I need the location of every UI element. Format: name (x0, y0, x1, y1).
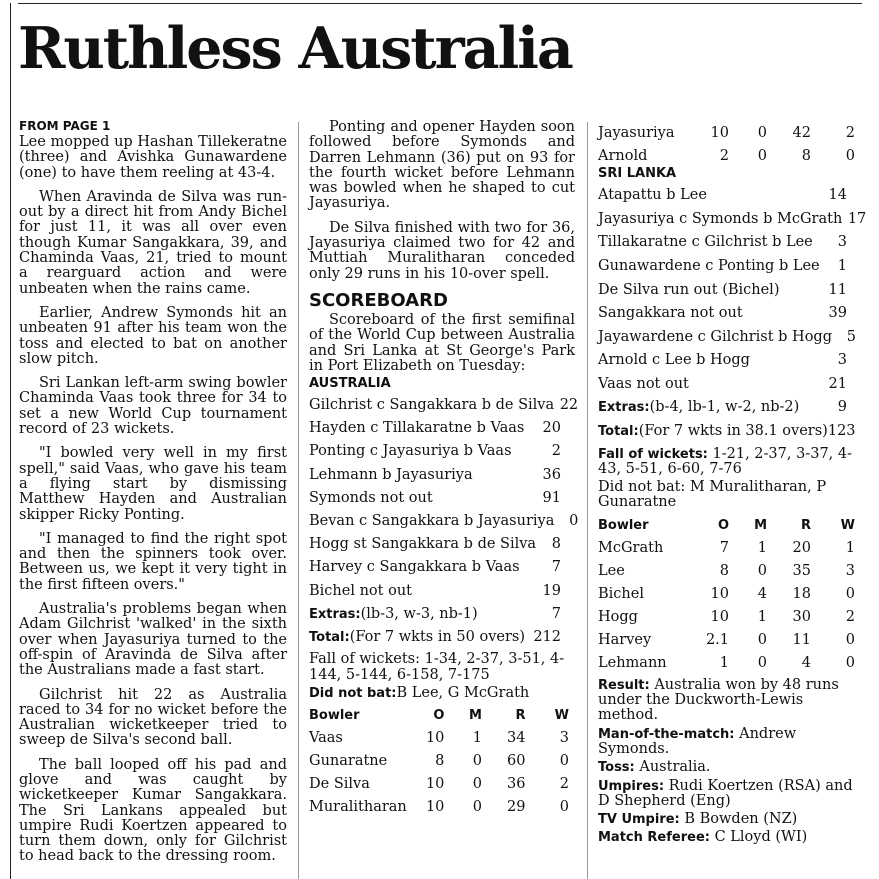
total-row (309, 626, 575, 649)
header-overs: O (717, 517, 729, 533)
batsman: De Silva run out (Bichel) (598, 281, 780, 298)
batsman: Hogg st Sangakkara b de Silva (309, 536, 537, 553)
story-paragraph: Sri Lankan left-arm swing bowler Chaminda Vaas took three for 34 to set a new World Cup tournament record of 23 wickets. (19, 375, 287, 438)
extras-row (598, 396, 861, 420)
team-name-australia: AUSTRALIA (309, 376, 391, 392)
batsman: Harvey c Sangakkara b Vaas (309, 559, 520, 576)
bowler: Vaas (309, 729, 343, 746)
extras-detail: (b-4, lb-1, w-2, nb-2) (649, 399, 800, 416)
fow-value: 1-21, 2-37, 3-37, 4-43, 5-51, 6-60, 7-76 (598, 445, 853, 477)
wickets: 2 (559, 775, 569, 792)
extras-detail: (lb-3, w-3, nb-1) (360, 605, 478, 622)
tv-umpire-label: TV Umpire: (598, 812, 680, 828)
batting-row (598, 255, 861, 279)
wickets: 0 (559, 798, 569, 815)
runs: 39 (828, 305, 847, 322)
bowler: Hogg (598, 608, 638, 625)
story-paragraph: Ponting and opener Hayden soon followed before Symonds and Darren Lehmann (36) put on 93 for the fourth wicket before Lehmann was bowled when he shaped to cut Jayasuriya. (309, 119, 575, 212)
extras-runs: 7 (551, 605, 561, 622)
total-row (598, 420, 861, 444)
runs: 91 (542, 489, 561, 506)
did-not-bat (309, 686, 575, 701)
batsman: Jayasuriya c Symonds b McGrath (598, 210, 843, 227)
umpires-label: Umpires: (598, 778, 665, 794)
overs: 2.1 (705, 631, 729, 648)
bowling-row (598, 629, 861, 652)
bowler: Lehmann (598, 654, 667, 671)
result-label: Result: (598, 677, 650, 693)
maidens: 0 (472, 798, 482, 815)
runs: 36 (507, 775, 526, 792)
left-border (10, 3, 11, 879)
overs: 8 (435, 752, 445, 769)
runs: 8 (551, 536, 561, 553)
header-runs: R (800, 517, 811, 533)
australia-batting (309, 394, 579, 649)
header-bowler: Bowler (598, 517, 649, 533)
bowler: Harvey (598, 631, 652, 648)
bowling-row (598, 606, 861, 629)
batting-row (598, 278, 861, 302)
result-value: Australia won by 48 runs under the Duckworth-Lewis method. (598, 676, 839, 724)
overs: 10 (425, 775, 445, 792)
sri-lanka-bowling-table (309, 704, 575, 819)
total-runs: 123 (827, 423, 856, 440)
bowling-row (309, 727, 575, 750)
runs: 14 (828, 187, 847, 204)
batting-row (598, 302, 861, 326)
runs: 0 (569, 513, 579, 530)
story-column-1 (19, 120, 287, 874)
batsman: Gunawardene c Ponting b Lee (598, 257, 820, 274)
bowling-row (598, 560, 861, 583)
sri-lanka-bowling-table-continued (598, 122, 861, 168)
extras-label: Extras: (598, 400, 650, 416)
header-maidens: M (754, 517, 767, 533)
tv-umpire-value: B Bowden (NZ) (684, 811, 798, 828)
runs: 7 (551, 559, 561, 576)
scoreboard-intro: Scoreboard of the first semifinal of the World Cup between Australia and Sri Lanka at St George's Park in Port Elizabeth on Tuesday: (309, 311, 575, 374)
bowling-row (598, 652, 861, 675)
toss (598, 760, 861, 775)
maidens: 4 (757, 585, 767, 602)
batsman: Tillakaratne c Gilchrist b Lee (598, 234, 813, 251)
story-paragraph: De Silva finished with two for 36, Jayasuriya claimed two for 42 and Muttiah Muralitharan conceded only 29 runs in his 10-over spell. (309, 219, 575, 282)
runs: 8 (801, 147, 811, 164)
wickets: 2 (845, 124, 855, 141)
runs: 20 (792, 539, 811, 556)
runs: 20 (542, 420, 561, 437)
referee-value: C Lloyd (WI) (714, 829, 808, 846)
did-not-bat: Did not bat: M Muralitharan, P Gunaratne (598, 479, 827, 511)
match-referee (598, 830, 861, 845)
story-paragraph: Lee mopped up Hashan Tillekeratne (three) and Avishka Gunawardene (one) to have them reeling at 43-4. (19, 134, 287, 181)
extras-runs: 9 (837, 399, 847, 416)
top-rule (18, 3, 862, 4)
maidens: 0 (757, 631, 767, 648)
sri-lanka-batting (598, 184, 867, 444)
extras-label: Extras: (309, 606, 361, 622)
wickets: 0 (845, 631, 855, 648)
batsman: Gilchrist c Sangakkara b de Silva (309, 397, 555, 414)
header-overs: O (433, 707, 445, 723)
headline: Ruthless Australia (18, 15, 572, 82)
tv-umpire (598, 812, 861, 827)
runs: 1 (837, 257, 847, 274)
runs: 19 (542, 582, 561, 599)
overs: 10 (710, 608, 729, 625)
batsman: Atapattu b Lee (598, 187, 707, 204)
overs: 1 (719, 654, 729, 671)
runs: 4 (801, 654, 811, 671)
motm-label: Man-of-the-match: (598, 726, 735, 742)
bowling-row (309, 796, 575, 819)
bowling-row (598, 145, 861, 168)
batsman: Sangakkara not out (598, 305, 743, 322)
batting-row (309, 487, 575, 510)
maidens: 0 (757, 147, 767, 164)
motm-value: Andrew Symonds. (598, 725, 797, 757)
overs: 10 (425, 729, 445, 746)
bowling-header-row (309, 704, 575, 727)
runs: 3 (837, 234, 847, 251)
wickets: 0 (845, 585, 855, 602)
runs: 34 (507, 729, 526, 746)
referee-label: Match Referee: (598, 830, 710, 846)
batsman: Hayden c Tillakaratne b Vaas (309, 420, 525, 437)
fall-of-wickets (598, 447, 861, 478)
batting-row (309, 580, 575, 603)
runs: 11 (828, 281, 847, 298)
total-label: Total: (598, 424, 639, 440)
batting-row (598, 208, 867, 232)
batsman: Lehmann b Jayasuriya (309, 466, 473, 483)
fow-label: Fall of wickets: (309, 651, 421, 668)
batsman: Symonds not out (309, 489, 433, 506)
overs: 10 (425, 798, 445, 815)
scoreboard-column-3 (598, 122, 867, 849)
runs: 22 (559, 397, 579, 414)
runs: 2 (551, 443, 561, 460)
runs: 3 (837, 352, 847, 369)
runs: 42 (792, 124, 811, 141)
maidens: 1 (757, 539, 767, 556)
story-paragraph: Earlier, Andrew Symonds hit an unbeaten 91 after his team won the toss and elected to bat on another slow pitch. (19, 304, 287, 367)
dnb-label: Did not bat: (309, 685, 397, 701)
total-detail: (For 7 wkts in 50 overs) (349, 628, 526, 645)
bowling-row (598, 537, 861, 560)
bowler: De Silva (309, 775, 370, 792)
header-wickets: W (840, 517, 855, 533)
bowler: McGrath (598, 539, 664, 556)
story-paragraph: "I bowled very well in my first spell," said Vaas, who gave his team a flying start by dismissing Matthew Hayden and Australian skipper Ricky Ponting. (19, 445, 287, 523)
umpires-value: Rudi Koertzen (RSA) and D Shepherd (Eng) (598, 777, 853, 809)
wickets: 3 (845, 562, 855, 579)
maidens: 1 (757, 608, 767, 625)
overs: 7 (719, 539, 729, 556)
scoreboard-heading: SCOREBOARD (309, 289, 448, 311)
maidens: 1 (472, 729, 482, 746)
toss-label: Toss: (598, 760, 635, 776)
bowler: Lee (598, 562, 625, 579)
batsman: Bichel not out (309, 582, 412, 599)
wickets: 3 (559, 729, 569, 746)
column-divider-1 (298, 122, 299, 879)
batsman: Jayawardene c Gilchrist b Hogg (598, 328, 832, 345)
batsman: Arnold c Lee b Hogg (598, 352, 750, 369)
kicker: FROM PAGE 1 (19, 119, 111, 133)
batting-row (309, 464, 575, 487)
bowling-row (309, 773, 575, 796)
fall-of-wickets (309, 652, 575, 683)
story-paragraph: The ball looped off his pad and glove and was caught by wicketkeeper Kumar Sangakkara. The Sri Lankans appealed but umpire Rudi Koertzen appeared to turn them down, only for Gilchrist to head back to the dressing room. (19, 756, 287, 865)
wickets: 2 (845, 608, 855, 625)
batting-row (598, 373, 861, 397)
batting-row (309, 556, 575, 579)
runs: 17 (847, 210, 867, 227)
total-runs: 212 (533, 628, 561, 645)
fow-value: 1-34, 2-37, 3-51, 4-144, 5-144, 6-158, 7-175 (309, 651, 565, 683)
dnb-value: B Lee, G McGrath (396, 684, 530, 701)
header-maidens: M (469, 707, 482, 723)
fow-label: Fall of wickets: (598, 446, 708, 462)
bowler: Arnold (598, 147, 648, 164)
maidens: 0 (757, 654, 767, 671)
story-paragraph: "I managed to find the right spot and then the spinners took over. Between us, we kept it very tight in the first fifteen overs." (19, 530, 287, 593)
overs: 10 (710, 585, 729, 602)
runs: 21 (828, 375, 847, 392)
bowler: Muralitharan (309, 798, 407, 815)
column-divider-2 (587, 122, 588, 879)
maidens: 0 (757, 562, 767, 579)
runs: 5 (846, 328, 856, 345)
batting-row (598, 231, 861, 255)
story-paragraph: Gilchrist hit 22 as Australia raced to 34 for no wicket before the Australian wicketkeeper tried to sweep de Silva's second ball. (19, 686, 287, 749)
batting-row (309, 394, 579, 417)
overs: 8 (719, 562, 729, 579)
wickets: 0 (845, 147, 855, 164)
maidens: 0 (757, 124, 767, 141)
overs: 10 (710, 124, 729, 141)
man-of-the-match (598, 727, 861, 758)
bowler: Bichel (598, 585, 644, 602)
batting-row (598, 349, 861, 373)
batsman: Ponting c Jayasuriya b Vaas (309, 443, 512, 460)
bowling-header-row (598, 514, 861, 537)
bowler: Gunaratne (309, 752, 388, 769)
australia-bowling-table (598, 514, 861, 675)
runs: 30 (792, 608, 811, 625)
story-column-2 (309, 119, 579, 819)
runs: 29 (507, 798, 526, 815)
overs: 2 (719, 147, 729, 164)
toss-value: Australia. (639, 759, 711, 776)
wickets: 0 (845, 654, 855, 671)
match-result (598, 678, 861, 724)
bowling-row (598, 122, 861, 145)
total-detail: (For 7 wkts in 38.1 overs) (638, 423, 828, 440)
batting-row (598, 184, 861, 208)
batting-row (309, 533, 575, 556)
runs: 11 (792, 631, 811, 648)
runs: 60 (507, 752, 526, 769)
runs: 36 (542, 466, 561, 483)
maidens: 0 (472, 752, 482, 769)
extras-row (309, 603, 575, 626)
wickets: 1 (845, 539, 855, 556)
batting-row (309, 441, 575, 464)
maidens: 0 (472, 775, 482, 792)
batting-row (309, 417, 575, 440)
umpires (598, 779, 861, 810)
bowling-row (598, 583, 861, 606)
batting-row (309, 510, 579, 533)
header-runs: R (515, 707, 526, 723)
header-wickets: W (554, 707, 569, 723)
batsman: Vaas not out (598, 375, 689, 392)
batting-row (598, 326, 861, 350)
team-name-sri-lanka: SRI LANKA (598, 166, 677, 181)
header-bowler: Bowler (309, 707, 360, 723)
runs: 18 (792, 585, 811, 602)
story-paragraph: When Aravinda de Silva was run-out by a direct hit from Andy Bichel for just 11, it was all over even though Kumar Sangakkara, 39, and Chaminda Vaas, 21, tried to mount a rearguard action and were unbeaten when the rains came. (19, 188, 287, 297)
bowler: Jayasuriya (598, 124, 675, 141)
story-paragraph: Australia's problems began when Adam Gilchrist 'walked' in the sixth over when Jayasuriya turned to the off-spin of Aravinda de Silva after the Australians made a fast start. (19, 601, 287, 679)
batsman: Bevan c Sangakkara b Jayasuriya (309, 513, 555, 530)
bowling-row (309, 750, 575, 773)
runs: 35 (792, 562, 811, 579)
wickets: 0 (559, 752, 569, 769)
total-label: Total: (309, 629, 350, 645)
